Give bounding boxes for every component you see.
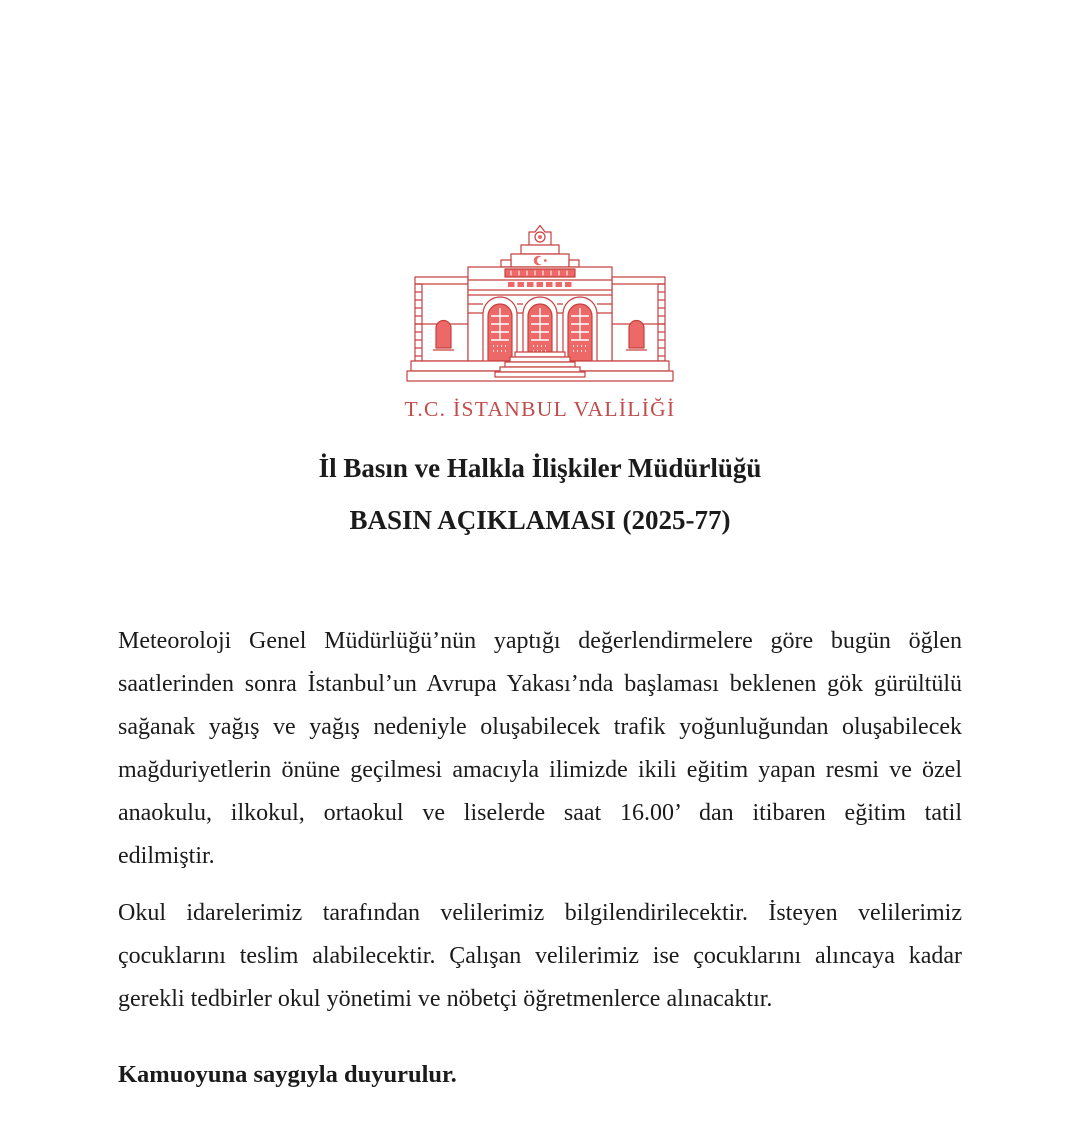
text-line: Okul idarelerimiz tarafından velilerimiz bilgilendirilecektir. İsteyen velilerimiz <box>118 900 962 926</box>
agency-name: T.C. İSTANBUL VALİLİĞİ <box>404 397 676 421</box>
paragraph-1 <box>118 620 962 878</box>
department-title: İl Basın ve Halkla İlişkiler Müdürlüğü <box>318 453 762 483</box>
istanbul-governorship-logo-icon <box>405 224 675 390</box>
text-line: mağduriyetlerin önüne geçilmesi amacıyla ilimizde ikili eğitim yapan resmi ve özel <box>118 757 962 783</box>
paragraph-2 <box>118 892 962 1021</box>
text-line: gerekli tedbirler okul yönetimi ve nöbetçi öğretmenlerce alınacaktır. <box>118 986 773 1012</box>
press-release-title: BASIN AÇIKLAMASI (2025-77) <box>349 505 731 535</box>
document-header <box>0 0 1080 536</box>
text-line: saatlerinden sonra İstanbul’un Avrupa Yakası’nda başlaması beklenen gök gürültülü <box>118 671 962 697</box>
document-body <box>118 620 962 1091</box>
text-line: çocuklarını teslim alabilecektir. Çalışan velilerimiz ise çocuklarını alıncaya kadar <box>118 943 962 969</box>
text-line: Meteoroloji Genel Müdürlüğü’nün yaptığı değerlendirmelere göre bugün öğlen <box>118 628 962 654</box>
text-line: sağanak yağış ve yağış nedeniyle oluşabilecek trafik yoğunluğundan oluşabilecek <box>118 714 962 740</box>
text-line: edilmiştir. <box>118 843 215 869</box>
text-line: anaokulu, ilkokul, ortaokul ve liselerde saat 16.00’ dan itibaren eğitim tatil <box>118 800 962 826</box>
closing-statement: Kamuoyuna saygıyla duyurulur. <box>118 1061 457 1088</box>
